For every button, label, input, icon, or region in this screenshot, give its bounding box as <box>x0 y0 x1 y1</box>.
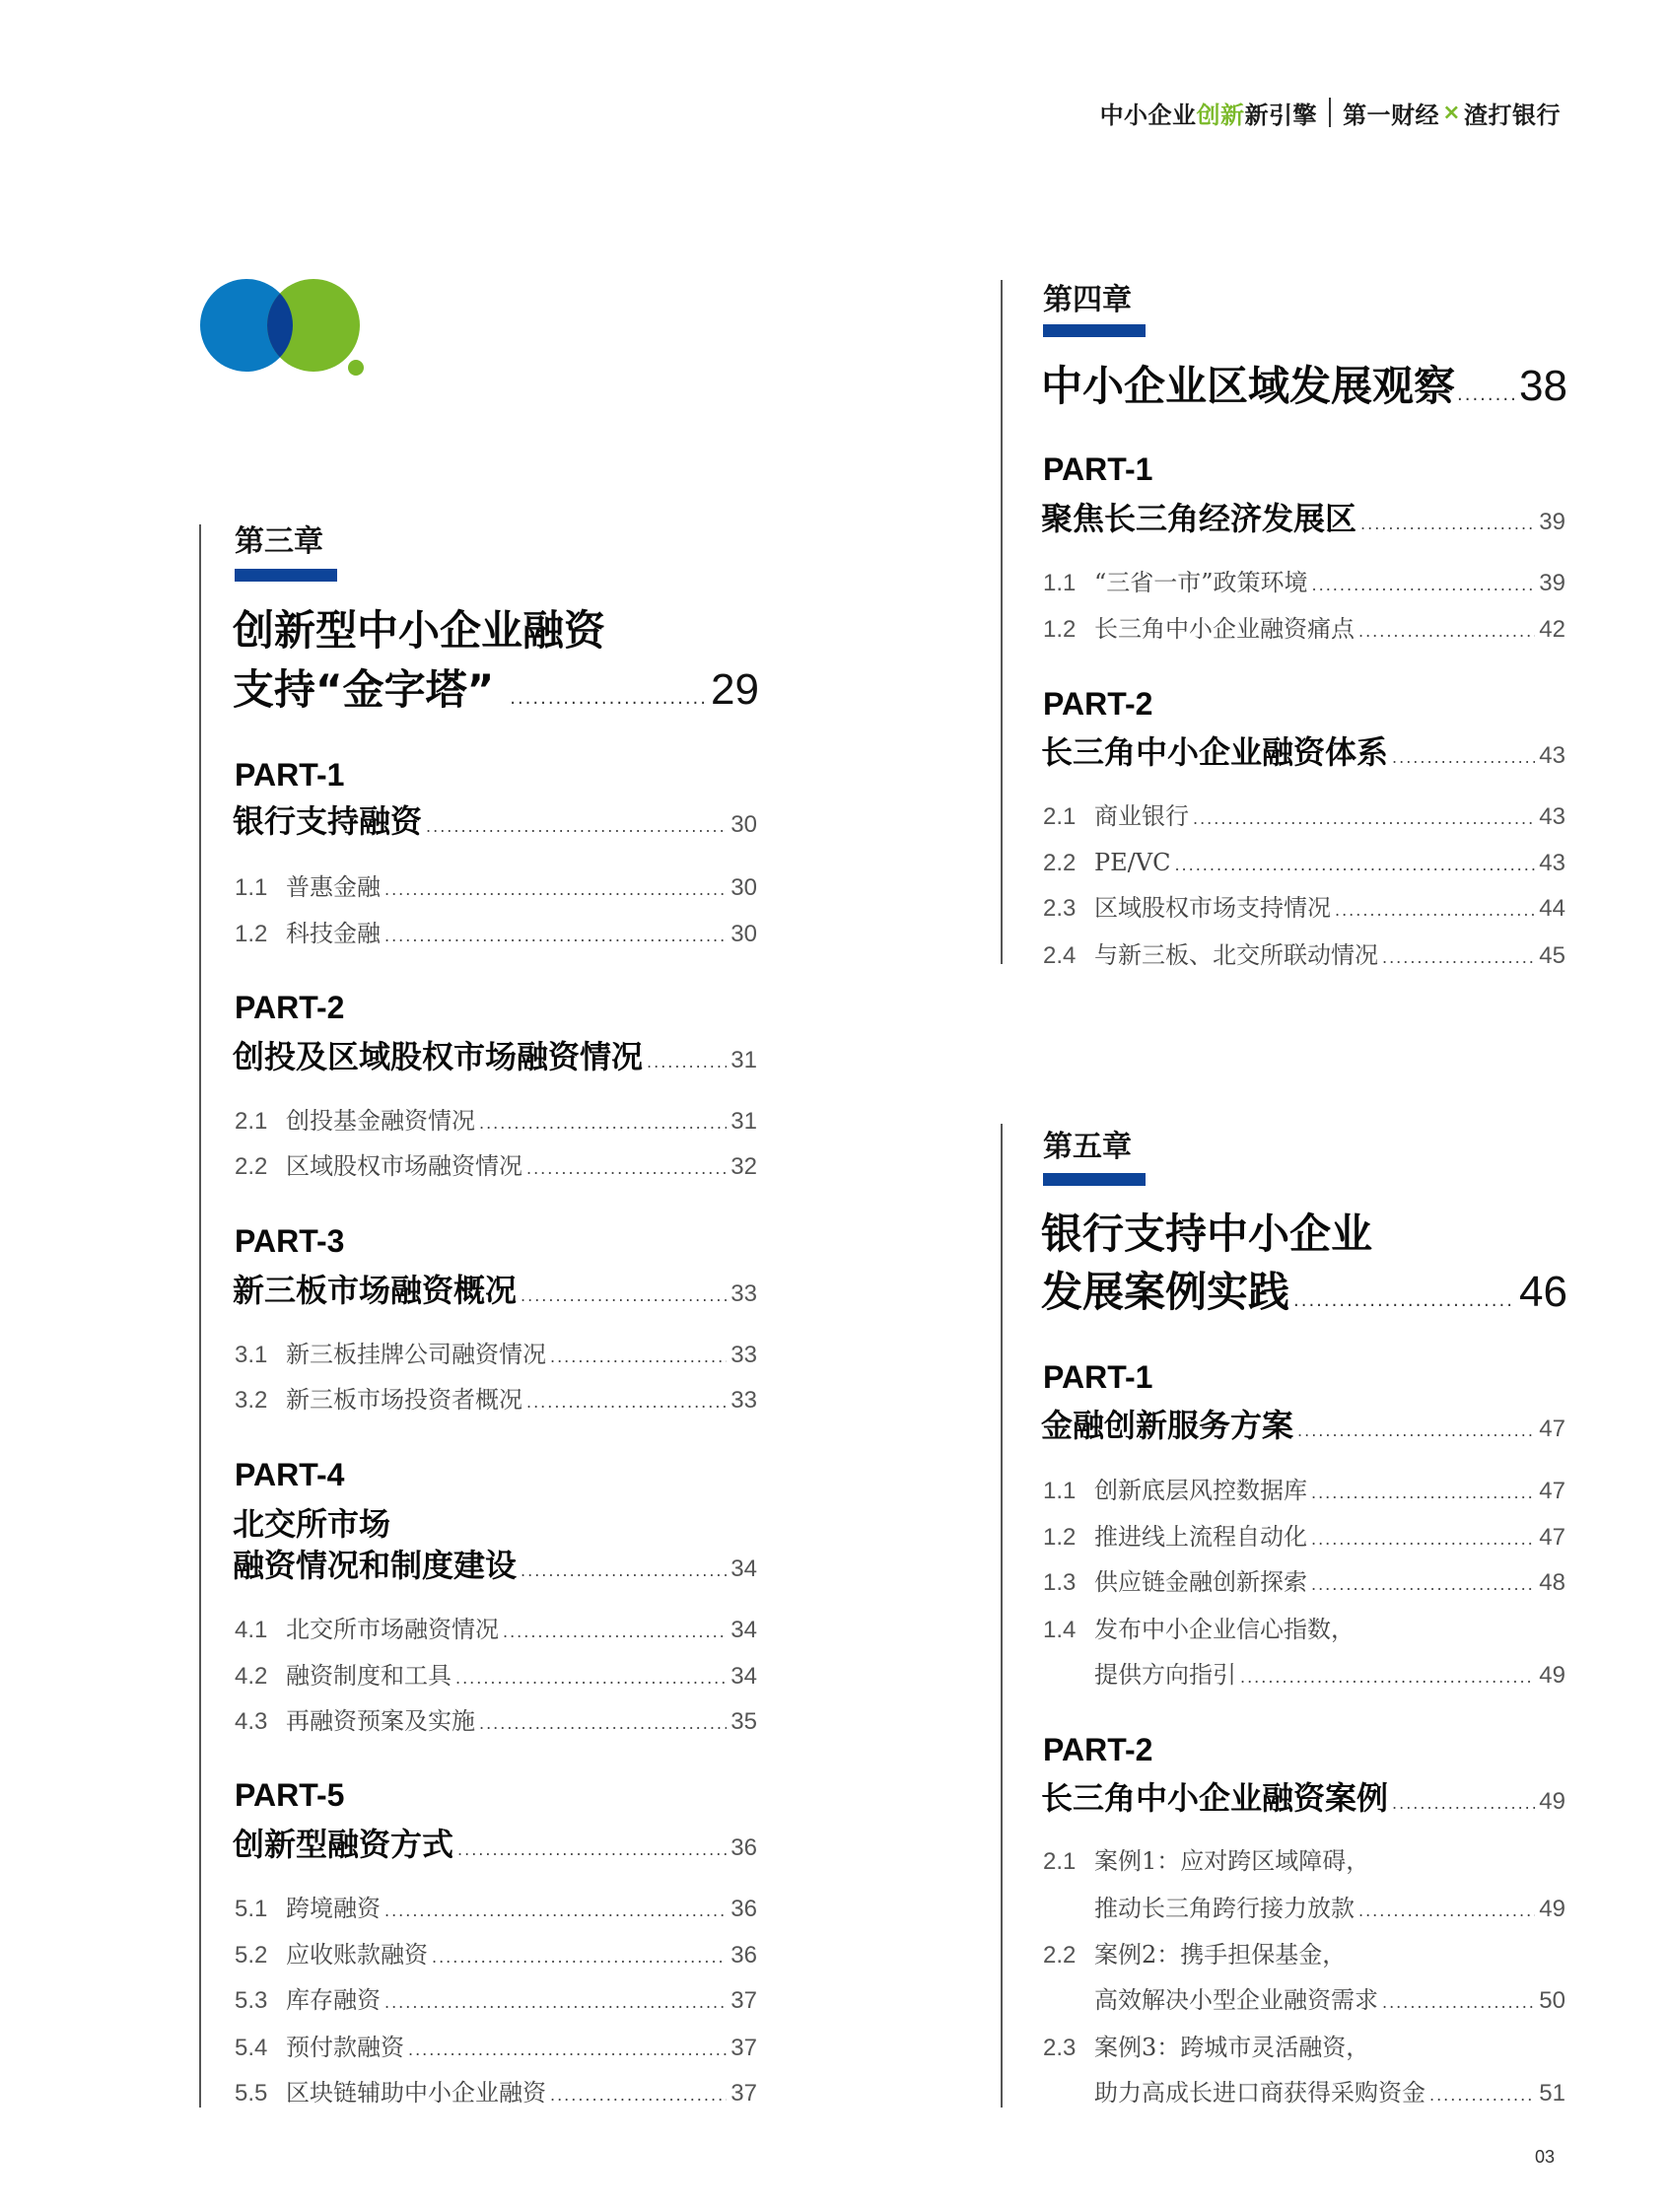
page-number: 34 <box>730 1617 757 1643</box>
page-number: 43 <box>1539 803 1565 830</box>
section-number: 4.1 <box>235 1617 268 1643</box>
header-title-highlight: 创新 <box>1196 101 1245 129</box>
page-number: 43 <box>1539 850 1565 876</box>
dot-leader <box>384 920 727 953</box>
part-title: 长三角中小企业融资体系 <box>1041 733 1389 771</box>
page-number: 47 <box>1539 1478 1565 1504</box>
section-title-line: 案例2：携手担保基金， <box>1094 1941 1347 1969</box>
right-top-column-rule <box>1001 280 1003 964</box>
part-title-line: 北交所市场 <box>233 1505 391 1543</box>
section-title: 区块链辅助中小企业融资 <box>286 2079 546 2107</box>
page-number: 31 <box>730 1108 757 1135</box>
section-title: PE/VC <box>1094 849 1171 876</box>
dot-leader <box>1360 503 1535 546</box>
dot-leader <box>1293 1274 1515 1329</box>
section-number: 1.1 <box>1043 1478 1077 1504</box>
part-label: PART-1 <box>1043 1359 1153 1395</box>
dot-leader <box>1392 1782 1535 1826</box>
part-title: 新三板市场融资概况 <box>233 1272 518 1309</box>
left-column-rule <box>199 524 201 2108</box>
logo-circles-icon <box>197 276 375 384</box>
dot-leader <box>526 1386 727 1419</box>
section-title: 再融资预案及实施 <box>286 1707 475 1735</box>
toc-entry-section[interactable] <box>235 1659 757 1695</box>
toc-entry-part[interactable] <box>1041 1776 1565 1826</box>
section-number: 2.4 <box>1043 942 1077 969</box>
part-title: 创新型融资方式 <box>233 1826 454 1863</box>
section-title: 商业银行 <box>1094 802 1189 830</box>
dot-leader <box>1297 1410 1535 1453</box>
dot-leader <box>1358 1895 1535 1928</box>
dot-leader <box>1311 1523 1535 1556</box>
page-number: 49 <box>1539 1788 1565 1815</box>
toc-entry-section[interactable] <box>1043 1658 1565 1694</box>
section-number: 4.2 <box>235 1663 268 1690</box>
section-title: 与新三板、北交所联动情况 <box>1094 941 1378 969</box>
section-title: 新三板市场投资者概况 <box>286 1386 522 1414</box>
toc-entry-section[interactable] <box>1043 1474 1565 1510</box>
section-title: 高效解决小型企业融资需求 <box>1094 1986 1378 2014</box>
toc-entry-section[interactable] <box>1043 891 1565 928</box>
page-number: 36 <box>730 1834 757 1861</box>
toc-entry-section-line1[interactable] <box>1043 2031 1369 2065</box>
toc-entry-chapter-5[interactable] <box>1041 1265 1567 1329</box>
toc-entry-part[interactable] <box>233 1269 757 1318</box>
dot-leader <box>479 1107 727 1141</box>
page-number: 36 <box>730 1942 757 1969</box>
toc-entry-part[interactable] <box>233 1035 757 1084</box>
dot-leader <box>647 1041 727 1084</box>
section-title: 推进线上流程自动化 <box>1094 1523 1307 1551</box>
section-title: 北交所市场融资情况 <box>286 1616 499 1643</box>
toc-entry-section[interactable] <box>235 1338 757 1374</box>
page-number: 33 <box>730 1387 757 1414</box>
toc-entry-section[interactable] <box>1043 799 1565 836</box>
toc-entry-section[interactable] <box>1043 1983 1565 2020</box>
page-number: 36 <box>730 1896 757 1922</box>
toc-entry-section-line1[interactable] <box>1043 1844 1369 1879</box>
dot-leader <box>457 1829 727 1872</box>
toc-entry-section[interactable] <box>235 1104 757 1141</box>
section-number: 5.2 <box>235 1942 268 1969</box>
section-number: 1.2 <box>235 921 268 947</box>
page-number: 39 <box>1539 570 1565 596</box>
dot-leader <box>384 873 727 907</box>
dot-leader <box>1457 368 1517 423</box>
section-title: 普惠金融 <box>286 873 381 901</box>
right-bottom-column-rule <box>1001 1124 1003 2108</box>
section-number: 2.1 <box>235 1108 268 1135</box>
part-title: 聚焦长三角经济发展区 <box>1041 500 1357 537</box>
toc-entry-part[interactable] <box>233 1544 757 1593</box>
toc-entry-chapter-4[interactable] <box>1041 359 1567 423</box>
dot-leader <box>432 1941 727 1974</box>
toc-entry-section[interactable] <box>235 1892 757 1928</box>
section-title-line: 发布中小企业信心指数， <box>1094 1616 1355 1643</box>
page-number: 50 <box>1539 1987 1565 2014</box>
chapter-underline-bar <box>1043 324 1146 337</box>
dot-leader <box>1382 941 1535 975</box>
section-title: 应收账款融资 <box>286 1941 428 1969</box>
dot-leader <box>550 2079 727 2112</box>
part-label: PART-1 <box>1043 451 1153 487</box>
dot-leader <box>521 1275 727 1318</box>
header-title-part: 中小企业 <box>1099 101 1197 129</box>
dot-leader <box>384 1986 727 2020</box>
dot-leader <box>510 671 707 726</box>
toc-entry-section[interactable] <box>1043 938 1565 975</box>
page-number: 45 <box>1539 942 1565 969</box>
page-number: 33 <box>730 1342 757 1368</box>
header-divider <box>1329 98 1331 127</box>
page-number: 39 <box>1539 509 1565 535</box>
chapter-title <box>233 603 605 658</box>
toc-entry-section[interactable] <box>235 1149 757 1186</box>
section-title: 助力高成长进口商获得采购资金 <box>1094 2079 1426 2107</box>
page-number: 33 <box>730 1280 757 1307</box>
toc-entry-section-line1[interactable] <box>1043 1613 1355 1647</box>
page-number: 31 <box>730 1047 757 1073</box>
section-number: 5.4 <box>235 2035 268 2061</box>
section-number: 3.1 <box>235 1342 268 1368</box>
toc-entry-section[interactable] <box>235 870 757 907</box>
page-number: 48 <box>1539 1569 1565 1596</box>
page-number: 51 <box>1539 2080 1565 2107</box>
section-number: 5.3 <box>235 1987 268 2014</box>
page-number: 49 <box>1539 1662 1565 1689</box>
section-number: 2.1 <box>1043 803 1077 830</box>
toc-entry-part[interactable] <box>1041 497 1565 546</box>
toc-entry-section[interactable] <box>235 1983 757 2020</box>
report-header <box>1045 95 1561 130</box>
toc-entry-section-line1[interactable] <box>1043 1938 1346 1972</box>
toc-entry-section[interactable] <box>235 1383 757 1419</box>
part-title: 创投及区域股权市场融资情况 <box>233 1038 644 1075</box>
section-title: 新三板挂牌公司融资情况 <box>286 1341 546 1368</box>
toc-entry-section[interactable] <box>235 1938 757 1974</box>
dot-leader <box>1311 1568 1535 1602</box>
section-number: 1.2 <box>1043 1524 1077 1551</box>
dot-leader <box>1240 1661 1535 1694</box>
section-number: 4.3 <box>235 1708 268 1735</box>
page-number: 44 <box>1539 895 1565 922</box>
chapter-title <box>1041 1207 1372 1262</box>
dot-leader <box>1312 569 1536 602</box>
chapter-title-line: 发展案例实践 <box>1041 1268 1290 1316</box>
dot-leader <box>1382 1986 1535 2020</box>
dot-leader <box>408 2034 727 2067</box>
dot-leader <box>426 805 727 849</box>
chapter-label: 第四章 <box>1043 283 1132 317</box>
part-title: 银行支持融资 <box>233 802 423 840</box>
section-title: 融资制度和工具 <box>286 1662 452 1690</box>
dot-leader <box>479 1707 727 1741</box>
toc-entry-section[interactable] <box>1043 612 1565 649</box>
section-title: 供应链金融创新探索 <box>1094 1568 1307 1596</box>
part-label: PART-1 <box>235 757 345 793</box>
page-number: 47 <box>1539 1524 1565 1551</box>
page-number: 37 <box>730 2035 757 2061</box>
section-number: 2.3 <box>1043 895 1077 922</box>
part-title: 长三角中小企业融资案例 <box>1041 1779 1389 1817</box>
section-number: 2.2 <box>1043 850 1077 876</box>
part-label: PART-2 <box>1043 1732 1153 1767</box>
dot-leader <box>503 1616 727 1649</box>
page-number: 35 <box>730 1708 757 1735</box>
section-number: 5.1 <box>235 1896 268 1922</box>
dot-leader <box>521 1550 727 1593</box>
page-number: 43 <box>1539 742 1565 769</box>
section-number: 1.1 <box>235 874 268 901</box>
page-number: 29 <box>711 665 759 714</box>
section-number: 3.2 <box>235 1387 268 1414</box>
page-number: 30 <box>730 874 757 901</box>
page-number: 46 <box>1519 1268 1567 1316</box>
section-number: 2.2 <box>1043 1942 1077 1969</box>
section-number: 2.2 <box>235 1153 268 1180</box>
toc-entry-section[interactable] <box>1043 1892 1565 1928</box>
page-number: 37 <box>730 1987 757 2014</box>
part-label: PART-5 <box>235 1777 345 1813</box>
page-number: 37 <box>730 2080 757 2107</box>
dot-leader <box>1335 894 1535 928</box>
section-title: 科技金融 <box>286 920 381 947</box>
section-number: 1.3 <box>1043 1569 1077 1596</box>
part-label: PART-2 <box>235 990 345 1025</box>
toc-entry-part[interactable] <box>1041 1404 1565 1453</box>
dot-leader <box>1429 2079 1535 2112</box>
dot-leader <box>455 1662 727 1695</box>
page-number: 30 <box>730 921 757 947</box>
section-number: 1.2 <box>1043 616 1077 643</box>
section-number: 2.3 <box>1043 2035 1077 2061</box>
section-title: 创投基金融资情况 <box>286 1107 475 1135</box>
dot-leader <box>1193 802 1535 836</box>
dot-leader <box>1174 849 1535 882</box>
page-number: 42 <box>1539 616 1565 643</box>
page-number: 38 <box>1519 362 1567 410</box>
section-title: 推动长三角跨行接力放款 <box>1094 1895 1355 1922</box>
section-title: 创新底层风控数据库 <box>1094 1477 1307 1504</box>
section-title: “三省一市”政策环境 <box>1094 569 1308 596</box>
toc-entry-section[interactable] <box>235 1704 757 1741</box>
header-title-part: 新引擎 <box>1244 101 1318 129</box>
section-title-line: 案例3：跨城市灵活融资， <box>1094 2034 1370 2061</box>
section-number: 1.1 <box>1043 570 1077 596</box>
chapter-underline-bar <box>235 569 337 582</box>
page-number: 34 <box>730 1663 757 1690</box>
part-title: 融资情况和制度建设 <box>233 1547 518 1584</box>
part-title: 金融创新服务方案 <box>1041 1407 1294 1444</box>
toc-entry-section[interactable] <box>235 1613 757 1649</box>
toc-entry-section[interactable] <box>1043 566 1565 602</box>
dot-leader <box>384 1895 727 1928</box>
section-number: 1.4 <box>1043 1617 1077 1643</box>
page-number: 30 <box>730 811 757 838</box>
chapter-title-line: 银行支持中小企业 <box>1041 1210 1373 1258</box>
section-number: 2.1 <box>1043 1848 1077 1875</box>
toc-entry-section[interactable] <box>235 2031 757 2067</box>
part-label: PART-3 <box>235 1223 345 1259</box>
dot-leader <box>1311 1477 1535 1510</box>
cross-icon: × <box>1442 100 1461 125</box>
section-number: 5.5 <box>235 2080 268 2107</box>
toc-entry-section[interactable] <box>235 2076 757 2112</box>
section-title: 预付款融资 <box>286 2034 404 2061</box>
toc-entry-section[interactable] <box>1043 1520 1565 1556</box>
toc-entry-section[interactable] <box>1043 846 1565 882</box>
part-label: PART-4 <box>235 1457 345 1492</box>
page-number: 49 <box>1539 1896 1565 1922</box>
toc-entry-part[interactable] <box>1041 730 1565 780</box>
toc-entry-section[interactable] <box>235 917 757 953</box>
section-title-line: 案例1：应对跨区域障碍， <box>1094 1847 1370 1875</box>
chapter-title-line: 创新型中小企业融资 <box>233 606 606 655</box>
chapter-underline-bar <box>1043 1173 1146 1186</box>
toc-entry-section[interactable] <box>1043 1565 1565 1602</box>
toc-entry-chapter-3[interactable] <box>233 662 759 726</box>
section-title: 长三角中小企业融资痛点 <box>1094 615 1355 643</box>
chapter-label: 第三章 <box>235 524 323 559</box>
chapter-title-line: 支持“金字塔” <box>233 665 495 714</box>
toc-entry-part[interactable] <box>233 799 757 849</box>
page-number: 34 <box>730 1555 757 1582</box>
dot-leader <box>550 1341 727 1374</box>
dot-leader <box>1392 736 1535 780</box>
header-brand-yicai: 第一财经 <box>1343 101 1440 129</box>
toc-entry-section[interactable] <box>1043 2076 1565 2112</box>
section-title: 区域股权市场融资情况 <box>286 1152 522 1180</box>
section-title: 提供方向指引 <box>1094 1661 1236 1689</box>
section-title: 库存融资 <box>286 1986 381 2014</box>
page-footer-number: 03 <box>1535 2147 1556 2167</box>
chapter-title-line: 中小企业区域发展观察 <box>1041 362 1456 410</box>
toc-entry-part[interactable] <box>233 1823 757 1872</box>
dot-leader <box>526 1152 727 1186</box>
header-brand-standard-chartered: 渣打银行 <box>1464 101 1561 129</box>
dot-leader <box>1358 615 1535 649</box>
page-number: 32 <box>730 1153 757 1180</box>
section-title: 区域股权市场支持情况 <box>1094 894 1331 922</box>
page-number: 47 <box>1539 1416 1565 1442</box>
part-label: PART-2 <box>1043 686 1153 722</box>
section-title: 跨境融资 <box>286 1895 381 1922</box>
chapter-label: 第五章 <box>1043 1130 1132 1164</box>
